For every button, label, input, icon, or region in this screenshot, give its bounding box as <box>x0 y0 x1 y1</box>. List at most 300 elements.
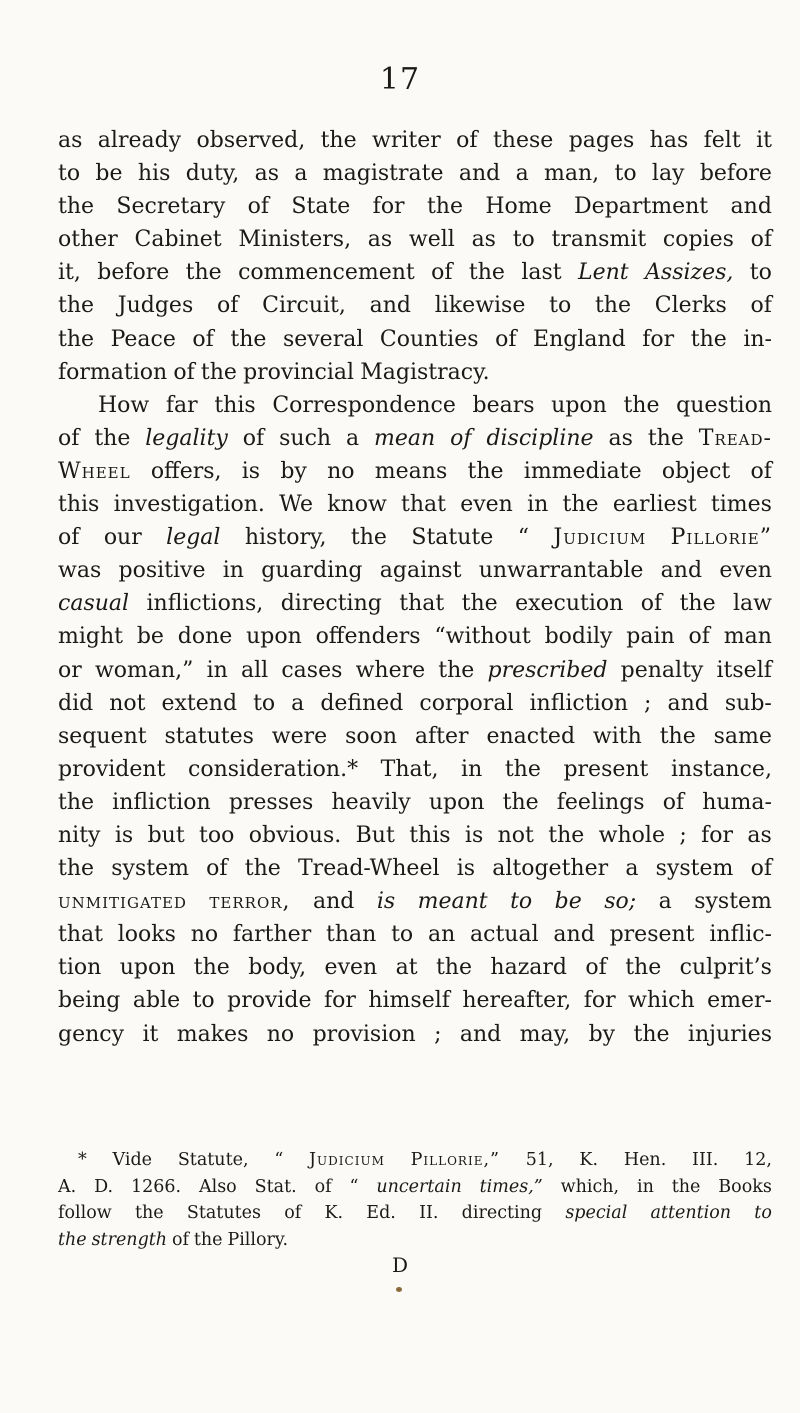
word: earliest <box>612 492 697 518</box>
text-line <box>58 223 772 256</box>
signature-mark: D <box>391 1253 409 1277</box>
word: unwarrantable <box>478 558 644 584</box>
word: provide <box>227 988 312 1014</box>
word: Pillorie” <box>670 525 772 551</box>
word: special <box>565 1203 628 1223</box>
word: even <box>460 492 513 518</box>
word: of <box>314 1176 332 1197</box>
word: history, <box>244 525 327 551</box>
word: hazard <box>490 955 567 981</box>
word: as <box>58 128 83 153</box>
word: system <box>694 889 772 915</box>
word: for <box>701 822 734 848</box>
word: mean <box>374 425 436 451</box>
word: directing <box>461 1203 543 1223</box>
word: farther <box>232 922 312 948</box>
word: II. <box>419 1203 439 1223</box>
word: pain <box>626 624 675 650</box>
word: be <box>554 889 582 915</box>
word: upon <box>119 955 176 981</box>
word: the <box>58 326 95 352</box>
word: to <box>512 227 535 253</box>
word: instance, <box>670 756 772 782</box>
word: itself <box>716 657 772 683</box>
word: has <box>649 128 689 153</box>
word: Stat. <box>254 1176 297 1197</box>
word: inflic- <box>709 922 772 948</box>
text-line <box>58 554 772 587</box>
word: Statute, <box>177 1150 249 1170</box>
word: is <box>456 856 476 882</box>
word: lay <box>651 161 685 187</box>
word: heavily <box>331 789 411 815</box>
word: which, <box>560 1176 620 1197</box>
word: attention <box>650 1203 732 1223</box>
word: man <box>723 624 772 650</box>
word: the <box>679 591 716 617</box>
text-line <box>58 389 772 422</box>
word: presses <box>228 789 314 815</box>
word: as <box>747 822 772 848</box>
word: casual <box>58 591 130 617</box>
word: to <box>614 161 637 187</box>
word: present <box>563 756 649 782</box>
word: to <box>510 889 533 915</box>
word: sub- <box>724 690 772 716</box>
word: actual <box>470 922 539 948</box>
word: last <box>521 260 562 286</box>
word: writer <box>372 128 441 153</box>
word: as <box>608 425 633 451</box>
word: 1266. <box>130 1176 182 1197</box>
word: of <box>173 359 195 385</box>
word: execution <box>515 591 624 617</box>
word: the <box>58 856 95 882</box>
word: it <box>142 1021 159 1047</box>
word: cases <box>281 657 343 683</box>
text-line <box>58 984 772 1017</box>
word: man, <box>544 161 600 187</box>
word: that <box>399 591 445 617</box>
word: * <box>78 1150 87 1170</box>
word: copies <box>662 227 734 253</box>
word: the <box>94 425 131 451</box>
word: the <box>504 756 541 782</box>
text-line <box>58 720 772 753</box>
word: of <box>750 458 772 484</box>
word: Statutes <box>186 1203 261 1223</box>
word: discipline <box>486 425 594 451</box>
word: the <box>548 822 585 848</box>
word: already <box>97 128 182 153</box>
text-line <box>58 455 772 488</box>
word: Circuit, <box>262 293 346 319</box>
word: State <box>291 194 351 220</box>
word: to <box>749 260 772 286</box>
word: being <box>58 988 121 1014</box>
word: statutes <box>164 723 254 749</box>
word: the <box>230 326 267 352</box>
word: at <box>395 955 418 981</box>
word: several <box>282 326 364 352</box>
word: body, <box>248 955 307 981</box>
word: the <box>461 591 498 617</box>
word: nity <box>58 822 101 848</box>
word: for <box>642 326 675 352</box>
word: before <box>97 260 170 286</box>
word: and <box>458 161 501 187</box>
word: of <box>495 326 517 352</box>
word: may, <box>519 1021 571 1047</box>
word: of <box>640 591 663 617</box>
word: the <box>633 1021 670 1047</box>
word: culprit’s <box>679 955 772 981</box>
word: in <box>461 756 483 782</box>
text-line <box>58 256 772 289</box>
word: in <box>206 657 228 683</box>
word: Clerks <box>654 293 727 319</box>
word: pages <box>568 128 635 153</box>
word: able <box>132 988 181 1014</box>
word: too <box>199 822 235 848</box>
word: bears <box>472 392 535 418</box>
word: might <box>58 624 123 650</box>
word: no <box>266 1021 295 1047</box>
word: Statute <box>411 525 494 551</box>
word: of <box>450 425 472 451</box>
word: Assizes, <box>645 260 734 286</box>
word: the <box>467 458 504 484</box>
text-line <box>58 852 772 885</box>
word: after <box>414 723 469 749</box>
word: times <box>710 492 772 518</box>
text-line <box>58 422 772 455</box>
word: Ed. <box>366 1203 396 1223</box>
word: to <box>192 988 215 1014</box>
footnote-line <box>58 1200 772 1227</box>
word: means <box>374 458 448 484</box>
word: formation <box>58 359 168 385</box>
word: ; <box>434 1021 442 1047</box>
word: system <box>655 856 734 882</box>
word: is <box>241 458 261 484</box>
word: consideration.* <box>188 756 359 782</box>
word: the <box>58 789 95 815</box>
text-line <box>58 323 772 356</box>
word: sequent <box>58 723 147 749</box>
word: infliction <box>112 789 211 815</box>
word: of <box>171 1229 189 1250</box>
word: present <box>609 922 695 948</box>
word: other <box>58 227 118 253</box>
text-line <box>58 124 772 157</box>
word: even <box>719 558 772 584</box>
word: than <box>326 922 377 948</box>
footnote-line <box>58 1147 772 1174</box>
word: which <box>628 988 695 1014</box>
word: the <box>58 293 95 319</box>
word: provision <box>312 1021 416 1047</box>
word: the <box>185 260 222 286</box>
text-line <box>58 687 772 720</box>
word: III. <box>692 1150 719 1170</box>
word: extend <box>161 690 238 716</box>
word: felt <box>703 128 741 153</box>
word: Wheel <box>58 458 131 484</box>
word: 51, <box>525 1150 554 1170</box>
word: of <box>750 856 772 882</box>
word: it, <box>58 260 81 286</box>
word: emer- <box>707 988 772 1014</box>
word: and <box>313 889 355 915</box>
word: altogether <box>492 856 609 882</box>
word: prescribed <box>487 657 608 683</box>
word: no <box>190 922 219 948</box>
word: this <box>214 392 256 418</box>
word: terror, <box>209 889 291 915</box>
word: a <box>658 889 672 915</box>
word: is <box>464 822 484 848</box>
word: as <box>471 227 496 253</box>
word: to <box>391 922 414 948</box>
word: of <box>662 789 685 815</box>
word: be <box>95 161 123 187</box>
word: by <box>588 1021 616 1047</box>
word: himself <box>368 988 450 1014</box>
word: this <box>58 492 100 518</box>
word: D. <box>94 1176 114 1197</box>
word: to <box>253 690 276 716</box>
word: strength <box>91 1229 168 1250</box>
word: the <box>200 359 237 385</box>
word: investigation. <box>113 492 265 518</box>
word: whole <box>598 822 665 848</box>
word: Counties <box>379 326 479 352</box>
word: system <box>111 856 189 882</box>
word: guarding <box>261 558 363 584</box>
word: Home <box>485 194 552 220</box>
word: to <box>58 161 81 187</box>
word: Secretary <box>116 194 226 220</box>
word: meant <box>417 889 488 915</box>
word: the <box>671 1176 701 1197</box>
word: “ <box>517 525 529 551</box>
word: gency <box>58 1021 125 1047</box>
word: in <box>527 492 549 518</box>
word: transmit <box>551 227 647 253</box>
word: of <box>58 525 80 551</box>
word: ; <box>679 822 687 848</box>
word: injuries <box>687 1021 772 1047</box>
word: “ <box>349 1176 359 1197</box>
word: K. <box>579 1150 599 1170</box>
word: directing <box>280 591 382 617</box>
word: ; <box>644 690 652 716</box>
word: but <box>147 822 185 848</box>
word: to <box>754 1203 772 1223</box>
word: Tread-Wheel <box>298 856 440 882</box>
word: penalty <box>620 657 704 683</box>
word: But <box>355 822 395 848</box>
word: provincial <box>243 359 355 385</box>
word: Correspondence <box>272 392 456 418</box>
word: the <box>320 128 357 153</box>
word: in <box>222 558 244 584</box>
word: it <box>756 128 772 153</box>
word: the <box>134 1203 164 1223</box>
text-line <box>58 885 772 918</box>
word: makes <box>176 1021 249 1047</box>
word: our <box>103 525 142 551</box>
word: Peace <box>110 326 176 352</box>
word: offenders <box>315 624 421 650</box>
word: the <box>58 1229 87 1250</box>
word: How <box>98 392 150 418</box>
word: upon <box>428 789 485 815</box>
word: Judicium <box>309 1150 385 1170</box>
word: “ <box>274 1150 284 1170</box>
word: and <box>660 558 703 584</box>
word: a <box>515 161 529 187</box>
word: Magistracy. <box>360 359 490 385</box>
word: the <box>244 856 281 882</box>
word: of <box>242 425 265 451</box>
word: against <box>379 558 462 584</box>
word: where <box>355 657 426 683</box>
word: infliction <box>529 690 629 716</box>
word: of <box>217 293 239 319</box>
word: same <box>713 723 772 749</box>
text-line <box>58 356 772 389</box>
word: Vide <box>112 1150 153 1170</box>
word: done <box>177 624 233 650</box>
word: even <box>324 955 378 981</box>
text-line <box>58 488 772 521</box>
word: these <box>492 128 554 153</box>
word: Lent <box>578 260 629 286</box>
text-line <box>58 654 772 687</box>
text-line <box>58 157 772 190</box>
word: the <box>562 492 599 518</box>
word: as <box>254 161 280 187</box>
word: a <box>625 856 639 882</box>
word: immediate <box>523 458 642 484</box>
word: the <box>647 425 684 451</box>
word: of <box>284 1203 302 1223</box>
word: no <box>327 458 355 484</box>
word: a <box>291 690 305 716</box>
decorative-mark <box>396 1287 402 1292</box>
word: We <box>279 492 313 518</box>
word: such <box>279 425 332 451</box>
word: the <box>435 955 472 981</box>
word: “without <box>434 624 531 650</box>
word: soon <box>345 723 398 749</box>
word: huma- <box>702 789 772 815</box>
word: likewise <box>434 293 526 319</box>
word: Department <box>574 194 709 220</box>
word: K. <box>324 1203 344 1223</box>
word: uncertain <box>376 1176 462 1197</box>
word: enacted <box>486 723 576 749</box>
word: provident <box>58 756 166 782</box>
word: of <box>192 326 214 352</box>
word: of <box>247 194 270 220</box>
word: in <box>636 1176 654 1197</box>
word: Judges <box>117 293 194 319</box>
word: and <box>730 194 772 220</box>
word: the <box>193 1229 223 1250</box>
word: obvious. <box>248 822 342 848</box>
word: positive <box>118 558 206 584</box>
word: Pillory. <box>227 1229 289 1250</box>
text-line <box>58 819 772 852</box>
word: the <box>468 260 505 286</box>
word: feelings <box>556 789 645 815</box>
word: times,” <box>479 1176 543 1197</box>
word: of <box>58 425 80 451</box>
word: of <box>206 856 228 882</box>
word: to <box>549 293 572 319</box>
word: of <box>585 955 607 981</box>
footnote-line <box>58 1174 772 1201</box>
word: commencement <box>238 260 415 286</box>
word: Hen. <box>623 1150 667 1170</box>
word: the <box>426 194 463 220</box>
word: inflictions, <box>146 591 264 617</box>
word: a <box>294 161 308 187</box>
word: That, <box>380 756 439 782</box>
word: and <box>459 1021 502 1047</box>
word: were <box>271 723 328 749</box>
word: Also <box>198 1176 237 1197</box>
word: that <box>58 922 103 948</box>
word: the <box>350 525 387 551</box>
word: Judicium <box>553 525 647 551</box>
word: or <box>58 657 82 683</box>
word: in- <box>743 326 772 352</box>
footnote-line <box>58 1227 772 1254</box>
word: 12, <box>744 1150 772 1170</box>
word: corporal <box>419 690 514 716</box>
word: so; <box>604 889 637 915</box>
word: defined <box>320 690 404 716</box>
word: offers, <box>150 458 222 484</box>
word: unmitigated <box>58 889 187 915</box>
word: observed, <box>196 128 306 153</box>
word: upon <box>551 392 607 418</box>
word: the <box>690 326 727 352</box>
word: is <box>376 889 396 915</box>
word: with <box>592 723 642 749</box>
word: be <box>136 624 164 650</box>
word: bodily <box>544 624 613 650</box>
word: the <box>438 657 475 683</box>
word: the <box>193 955 230 981</box>
word: is <box>114 822 134 848</box>
word: by <box>280 458 307 484</box>
word: Cabinet <box>134 227 222 253</box>
word: object <box>661 458 731 484</box>
word: all <box>240 657 269 683</box>
word: an <box>427 922 456 948</box>
word: Books <box>718 1176 772 1197</box>
word: magistrate <box>322 161 444 187</box>
word: the <box>659 723 696 749</box>
word: and <box>667 690 709 716</box>
text-line <box>58 620 772 653</box>
word: and <box>553 922 595 948</box>
